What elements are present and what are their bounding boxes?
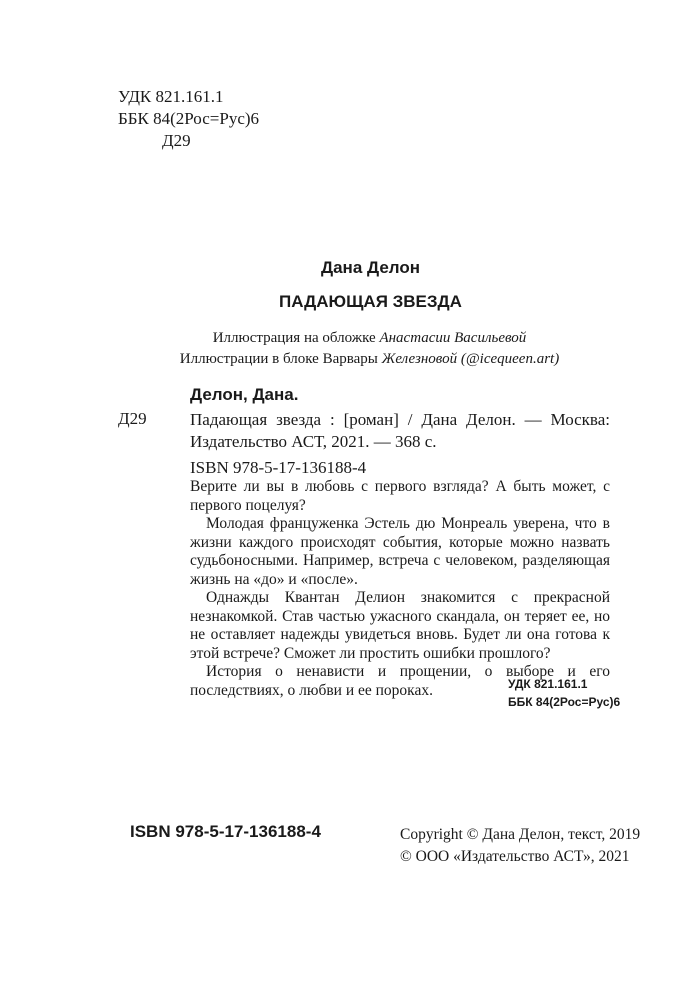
udk-code: УДК 821.161.1 xyxy=(118,87,224,106)
annotation-paragraph: Верите ли вы в любовь с первого взгляда? А быть может, с первого поцелуя? xyxy=(190,478,610,514)
classification-top-block xyxy=(118,86,259,152)
bbk-code-right: ББК 84(2Рос=Рус)6 xyxy=(508,695,621,709)
author-sign-code: Д29 xyxy=(162,131,191,150)
annotation-paragraph: История о ненависти и прощении, о выборе и его последствиях, о любви и ее пороках. xyxy=(190,663,610,699)
copyright-text-line: Copyright © Дана Делон, текст, 2019 xyxy=(400,826,641,843)
copyright-publisher-line: © ООО «Издательство АСТ», 2021 xyxy=(400,848,630,865)
bbk-code: ББК 84(2Рос=Рус)6 xyxy=(118,109,260,128)
classification-right-block xyxy=(508,675,620,711)
bibliographic-description: Падающая звезда : [роман] / Дана Делон. — Москва: Издательство АСТ, 2021. — 368 с. xyxy=(190,410,610,451)
copyright-block xyxy=(400,824,640,868)
annotation-paragraph: Однажды Квантан Делион знакомится с прекрасной незнакомкой. Став частью ужасного скандала, он теряет ее, но не оставляет надежды увидеться вновь. Будет ли она готова к этой встрече? Сможет ли простить ошибки прошлого? xyxy=(190,589,610,662)
footer-isbn: ISBN 978-5-17-136188-4 xyxy=(130,822,321,841)
cover-illustration-prefix: Иллюстрация на обложке xyxy=(212,330,380,346)
book-title: ПАДАЮЩАЯ ЗВЕЗДА xyxy=(279,292,462,311)
book-author: Дана Делон xyxy=(320,258,420,277)
bibliographic-code: Д29 xyxy=(118,409,147,428)
block-illustrator-name: Железновой (@icequeen.art) xyxy=(381,351,560,367)
block-illustration-credit xyxy=(0,349,681,369)
bibliographic-isbn: ISBN 978-5-17-136188-4 xyxy=(190,458,367,477)
cover-illustrator-name: Анастасии Васильевой xyxy=(379,330,527,346)
block-illustration-prefix: Иллюстрации в блоке Варвары xyxy=(179,351,382,367)
annotation xyxy=(190,478,610,700)
bibliographic-heading: Делон, Дана. xyxy=(190,385,299,404)
udk-code-right: УДК 821.161.1 xyxy=(508,677,588,691)
cover-illustration-credit xyxy=(0,328,681,348)
annotation-paragraph: Молодая француженка Эстель дю Монреаль уверена, что в жизни каждого происходят события, которые можно назвать судьбоносными. Например, встреча с человеком, разделяющая жизнь на «до» и «после». xyxy=(190,515,610,588)
